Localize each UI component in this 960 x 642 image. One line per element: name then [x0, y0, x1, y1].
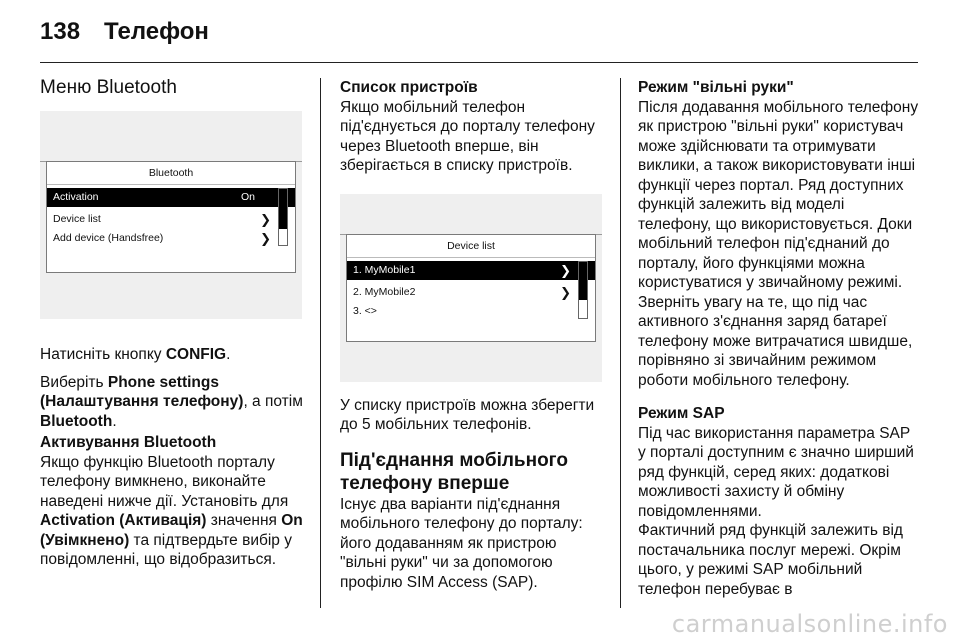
column-divider	[320, 78, 321, 608]
subheading-handsfree-mode: Режим "вільні руки"	[638, 79, 794, 96]
screen-edge-line	[296, 161, 302, 162]
section-heading-first-connection: Під'єднання мобільного телефону вперше	[340, 449, 568, 494]
paragraph: Натисніть кнопку CONFIG.	[40, 346, 231, 363]
page-number: 138	[40, 18, 81, 45]
menu-item-label: Add device (Handsfree)	[53, 232, 164, 244]
device-list-menu	[346, 234, 596, 342]
menu-title: Bluetooth	[47, 162, 295, 185]
paragraph: Виберіть Phone settings (Налаштування телефону), а потім Bluetooth.	[40, 373, 303, 430]
menu-item-value: On	[240, 191, 255, 203]
header-rule	[40, 62, 918, 63]
subheading-activate-bluetooth: Активування Bluetooth	[40, 434, 217, 451]
menu-item-empty-slot[interactable]	[347, 302, 595, 321]
column-2	[340, 78, 606, 592]
column-3	[638, 78, 920, 599]
menu-item-add-device[interactable]	[47, 229, 295, 248]
menu-title: Device list	[347, 235, 595, 258]
page-title: Телефон	[104, 18, 209, 45]
paragraph: Існує два варіанти під'єднання мобільного телефону до порталу: його додаванням як пристрою "вільні руки" чи за допомогою профілю SIM Access (SAP).	[340, 495, 583, 591]
scrollbar[interactable]	[578, 261, 588, 319]
paragraph: Під час використання параметра SAP у порталі доступним є значно ширший ряд функцій, серед яких: додаткові можливості захисту й обміну повідомленнями.	[638, 424, 914, 520]
paragraph: Якщо функцію Bluetooth порталу телефону вимкнено, виконайте наведені нижче дії. Установіть для Activation (Активація) значення On (Увімкнено) та підтвердьте вибір у повідомленні, що відобразиться.	[40, 453, 303, 568]
subheading-device-list: Список пристроїв	[340, 79, 478, 96]
paragraph: У списку пристроїв можна зберегти до 5 мобільних телефонів.	[340, 396, 595, 433]
chevron-right-icon: ❯	[260, 231, 271, 246]
menu-item-activation[interactable]	[47, 188, 295, 207]
paragraph: Після додавання мобільного телефону як пристрою "вільні руки" користувач може здійснювати та отримувати виклики, а також використовувати інші функції через портал. Ряд доступних функцій залежить від моделі телефону, що використовується. Доки мобільний телефон під'єднаний до порталу, його функціями можна користуватися у звичайному режимі. Зверніть увагу на те, що під час активного з'єднання заряд батареї телефону може витрачатися швидше, порівняно зі звичайним режимом роботи мобільного телефону.	[638, 98, 919, 389]
scrollbar[interactable]	[278, 188, 288, 246]
subheading-sap-mode: Режим SAP	[638, 405, 725, 422]
screen-edge-line	[596, 234, 602, 235]
column-1	[40, 76, 306, 570]
bluetooth-screen-illustration	[40, 111, 302, 319]
section-heading-bluetooth-menu: Меню Bluetooth	[40, 77, 177, 98]
bluetooth-menu	[46, 161, 296, 273]
watermark: carmanualsonline.info	[671, 610, 948, 638]
menu-item-device-list[interactable]	[47, 210, 295, 229]
menu-item-label: Activation	[53, 191, 99, 203]
chevron-right-icon: ❯	[560, 262, 571, 278]
menu-item-label: 3. <>	[353, 304, 377, 317]
menu-item-label: Device list	[53, 213, 101, 225]
menu-item-mymobile2[interactable]	[347, 283, 595, 302]
chevron-right-icon: ❯	[260, 212, 271, 227]
column-divider	[620, 78, 621, 608]
scrollbar-thumb[interactable]	[579, 262, 587, 300]
scrollbar-thumb[interactable]	[279, 189, 287, 229]
paragraph: Якщо мобільний телефон під'єднується до порталу телефону через Bluetooth вперше, він зберігається в списку пристроїв.	[340, 98, 595, 174]
device-list-screen-illustration	[340, 194, 602, 382]
chevron-right-icon: ❯	[560, 284, 571, 300]
menu-item-label: 2. MyMobile2	[353, 285, 416, 298]
paragraph: Фактичний ряд функцій залежить від постачальника послуг мережі. Окрім цього, у режимі SAP мобільний телефон перебуває в	[638, 522, 903, 598]
menu-item-mymobile1[interactable]	[347, 261, 595, 280]
menu-item-label: 1. MyMobile1	[353, 263, 416, 276]
